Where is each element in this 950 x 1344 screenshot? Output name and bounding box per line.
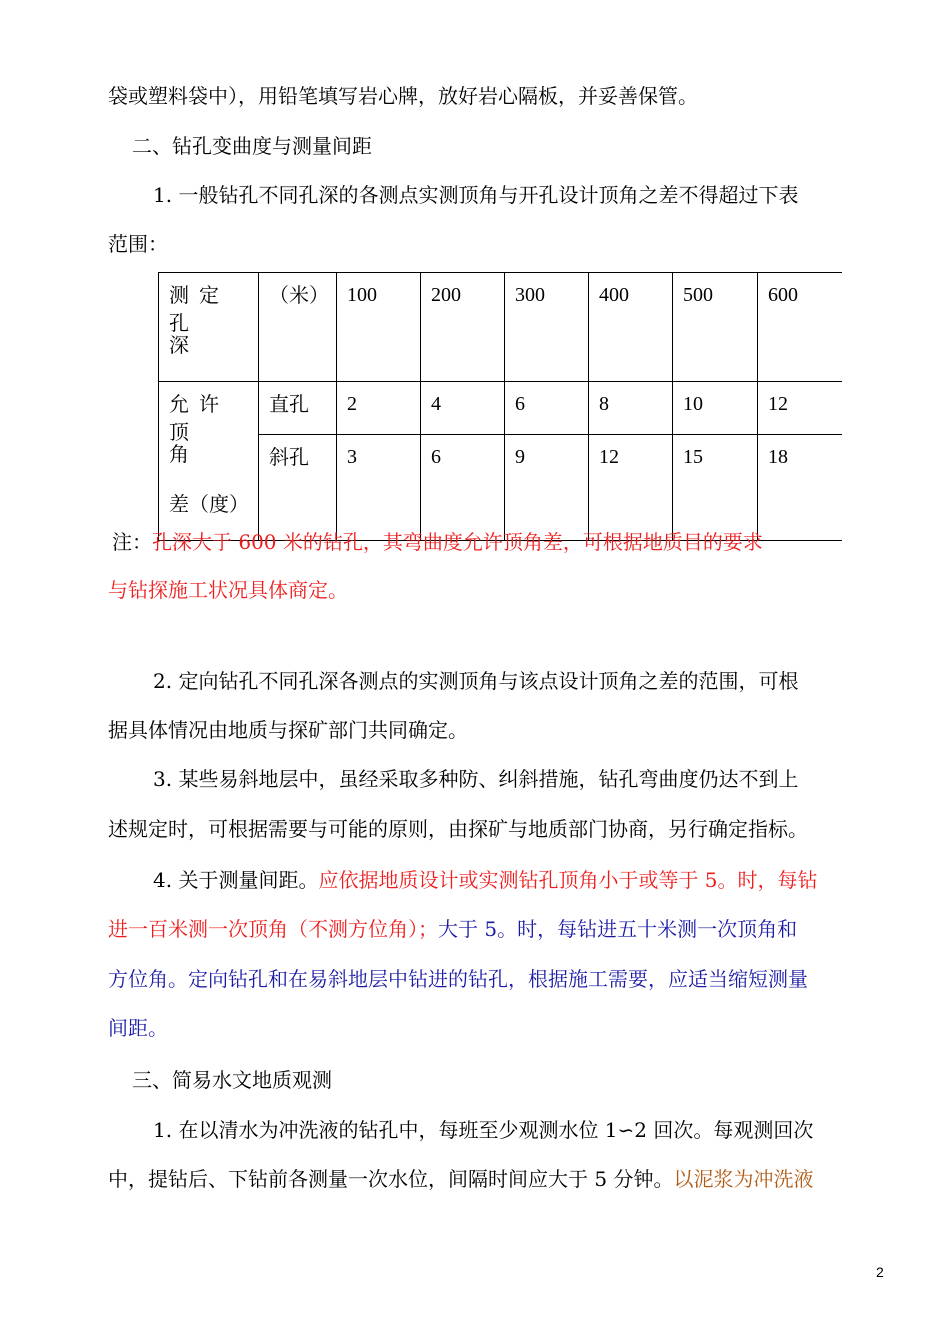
note-line	[112, 528, 902, 556]
table-value-cell: 10	[673, 382, 758, 435]
text-span: 据具体情况由地质与探矿部门共同确定。	[108, 718, 468, 742]
text-span: 范围：	[108, 232, 168, 256]
table-value-cell: 4	[421, 382, 505, 435]
blue-text-span: 间距。	[108, 1016, 168, 1040]
table-value-cell: 2	[337, 382, 421, 435]
paragraph-line	[153, 765, 943, 793]
text-span: 1. 一般钻孔不同孔深的各测点实测顶角与开孔设计顶角之差不得超过下表	[153, 183, 799, 207]
note-line	[108, 576, 898, 604]
table-hole-type-cell: 斜孔	[259, 435, 337, 541]
paragraph-line	[108, 1014, 898, 1042]
heading-text: 二、钻孔变曲度与测量间距	[132, 134, 372, 158]
blue-text-span: 大于 5。时，每钻进五十米测一次顶角和	[438, 917, 798, 941]
text-span: 袋或塑料袋中），用铅笔填写岩心牌，放好岩心隔板，并妥善保管。	[108, 84, 698, 108]
heading-text: 三、简易水文地质观测	[132, 1068, 332, 1092]
note-text: 孔深大于 600 米的钻孔，其弯曲度允许顶角差，可根据地质目的要求	[152, 530, 763, 554]
paragraph-line	[153, 1116, 943, 1144]
red-text-span: 应依据地质设计或实测钻孔顶角小于或等于 5。时，每钻	[318, 868, 818, 892]
unit-text: （米）	[269, 283, 329, 307]
note-label: 注：	[112, 530, 152, 554]
paragraph-line	[108, 965, 898, 993]
page-number: 2	[876, 1264, 884, 1280]
table-unit-cell	[259, 273, 337, 382]
text-span: 述规定时，可根据需要与可能的原则，由探矿与地质部门协商，另行确定指标。	[108, 817, 808, 841]
table-header-row	[159, 273, 842, 382]
paragraph-line	[153, 667, 943, 695]
table-value-cell: 15	[673, 435, 758, 541]
table-value-cell: 12	[758, 382, 842, 435]
paragraph-line	[108, 716, 898, 744]
table-depth-cell: 200	[421, 273, 505, 382]
paragraph-line	[153, 181, 943, 209]
table-value-cell: 6	[505, 382, 589, 435]
blue-text-span: 方位角。定向钻孔和在易斜地层中钻进的钻孔，根据施工需要，应适当缩短测量	[108, 967, 808, 991]
paragraph-line	[108, 230, 898, 258]
table-value-cell: 12	[589, 435, 673, 541]
table-value-cell: 3	[337, 435, 421, 541]
table-depth-cell: 100	[337, 273, 421, 382]
table-depth-cell: 500	[673, 273, 758, 382]
red-text-span: 进一百米测一次顶角（不测方位角）；	[108, 917, 438, 941]
brown-text-span: 以泥浆为冲洗液	[673, 1167, 814, 1191]
text-span: 中，提钻后、下钻前各测量一次水位，间隔时间应大于 5 分钟。	[108, 1167, 674, 1191]
table-header-label-cell	[159, 273, 259, 382]
text-span: 1. 在以清水为冲洗液的钻孔中，每班至少观测水位 1∽2 回次。每观测回次	[153, 1118, 814, 1142]
table-row-straight	[159, 382, 842, 435]
paragraph-line	[108, 915, 898, 943]
section-heading-3	[132, 1066, 922, 1094]
table-value-cell: 18	[758, 435, 842, 541]
text-span: 4. 关于测量间距。	[153, 868, 319, 892]
text-span: 2. 定向钻孔不同孔深各测点的实测顶角与该点设计顶角之差的范围，可根	[153, 669, 799, 693]
paragraph-line	[108, 82, 898, 110]
table-row-label-cell	[159, 382, 259, 541]
table-depth-cell: 300	[505, 273, 589, 382]
paragraph-line	[153, 866, 943, 894]
table-value-cell: 6	[421, 435, 505, 541]
table-hole-type-cell: 直孔	[259, 382, 337, 435]
header-label-line: 深	[169, 333, 189, 357]
section-heading-2	[132, 132, 922, 160]
row-label-line: 角	[169, 442, 189, 466]
paragraph-line	[108, 1165, 898, 1193]
table-value-cell: 8	[589, 382, 673, 435]
header-label-line: 测定孔	[169, 283, 229, 335]
table-value-cell: 9	[505, 435, 589, 541]
row-label-line: 差（度）	[169, 492, 249, 516]
table-row-inclined	[159, 435, 842, 541]
table-depth-cell: 400	[589, 273, 673, 382]
row-label-line: 允许顶	[169, 392, 229, 444]
table-depth-cell: 600	[758, 273, 842, 382]
deviation-table	[158, 272, 842, 541]
text-span: 3. 某些易斜地层中，虽经采取多种防、纠斜措施，钻孔弯曲度仍达不到上	[153, 767, 799, 791]
paragraph-line	[108, 815, 898, 843]
note-text: 与钻探施工状况具体商定。	[108, 578, 348, 602]
